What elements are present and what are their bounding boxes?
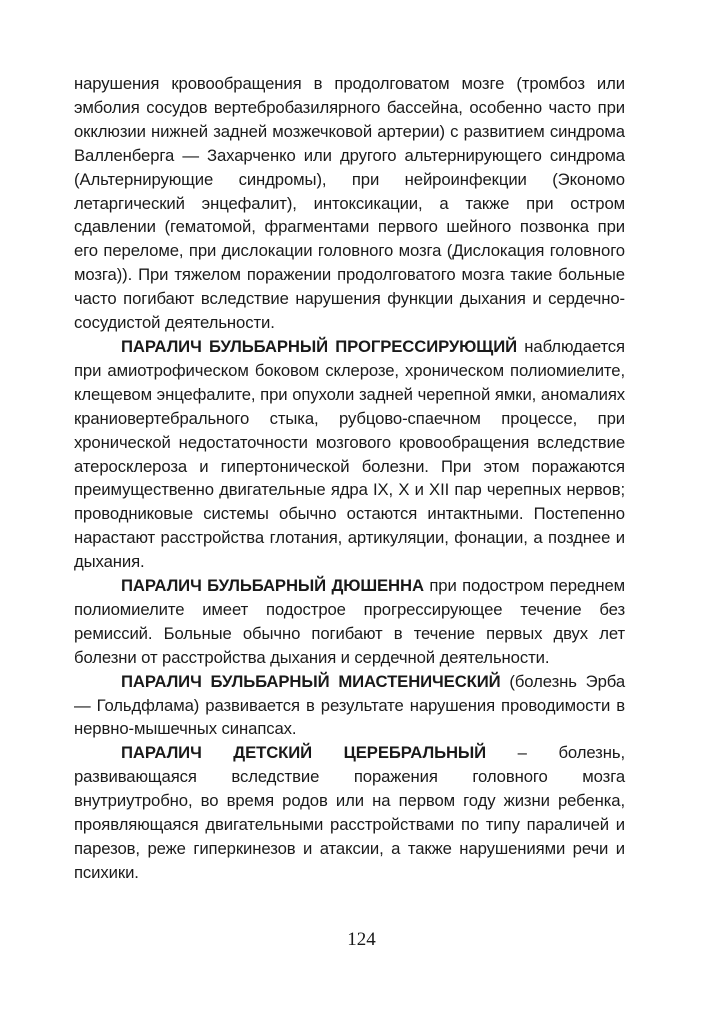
paragraph-continuation — [74, 72, 625, 335]
term-heading: ПАРАЛИЧ БУЛЬБАРНЫЙ ПРОГРЕССИРУЮЩИЙ — [121, 336, 517, 356]
paragraph-text: – болезнь, развивающаяся вследствие поражения головного мозга внутриутробно, во время родов или на первом году жизни ребенка, проявляющаяся двигательными расстройствами по типу параличей и парезов, реже гиперкинезов и атаксии, а также нарушениями речи и психики. — [74, 743, 625, 882]
paragraph-text: (болезнь Эрба — Гольдфлама) развивается в результате нарушения проводимости в нервно-мышечных синапсах. — [74, 671, 625, 739]
paragraph-myasthenic-bulbar-palsy — [74, 670, 625, 742]
term-heading: ПАРАЛИЧ БУЛЬБАРНЫЙ ДЮШЕННА — [121, 576, 424, 596]
paragraph-text: наблюдается при амиотрофическом боковом склерозе, хроническом полиомиелите, клещевом энцефалите, при опухоли задней черепной ямки, аномалиях краниовертебрального стыка, рубцово-спаечном процессе, при хронической недостаточности мозгового кровообращения вследствие атеросклероза и гипертонической болезни. При этом поражаются преимущественно двигательные ядра IX, X и XII пар черепных нервов; проводниковые системы обычно остаются интактными. Постепенно нарастают расстройства глотания, артикуляции, фонации, а позднее и дыхания. — [74, 336, 625, 572]
paragraph-progressive-bulbar-palsy — [74, 335, 625, 574]
page-number: 124 — [347, 929, 376, 950]
paragraph-cerebral-palsy — [74, 741, 625, 884]
paragraph-text: нарушения кровообращения в продолговатом мозге (тромбоз или эмболия сосудов вертебробазилярного бассейна, особенно часто при окклюзии нижней задней мозжечковой артерии) с развитием синдрома Валленберга — Захарченко или другого альтернирующего синдрома (Альтернирующие синдромы), при нейроинфекции (Экономо летаргический энцефалит), интоксикации, а также при остром сдавлении (гематомой, фрагментами первого шейного позвонка при его переломе, при дислокации головного мозга (Дислокация головного мозга)). При тяжелом поражении продолговатого мозга такие больные часто погибают вследствие нарушения функции дыхания и сердечно-сосудистой деятельности. — [74, 74, 625, 333]
paragraph-text: при подостром переднем полиомиелите имеет подострое прогрессирующее течение без ремиссий. Больные обычно погибают в течение первых двух лет болезни от расстройства дыхания и сердечной деятельности. — [74, 576, 625, 667]
term-heading: ПАРАЛИЧ БУЛЬБАРНЫЙ МИАСТЕНИЧЕСКИЙ — [121, 671, 501, 691]
document-body — [74, 72, 625, 885]
paragraph-duchenne-bulbar-palsy — [74, 574, 625, 670]
term-heading: ПАРАЛИЧ ДЕТСКИЙ ЦЕРЕБРАЛЬНЫЙ — [121, 743, 487, 763]
